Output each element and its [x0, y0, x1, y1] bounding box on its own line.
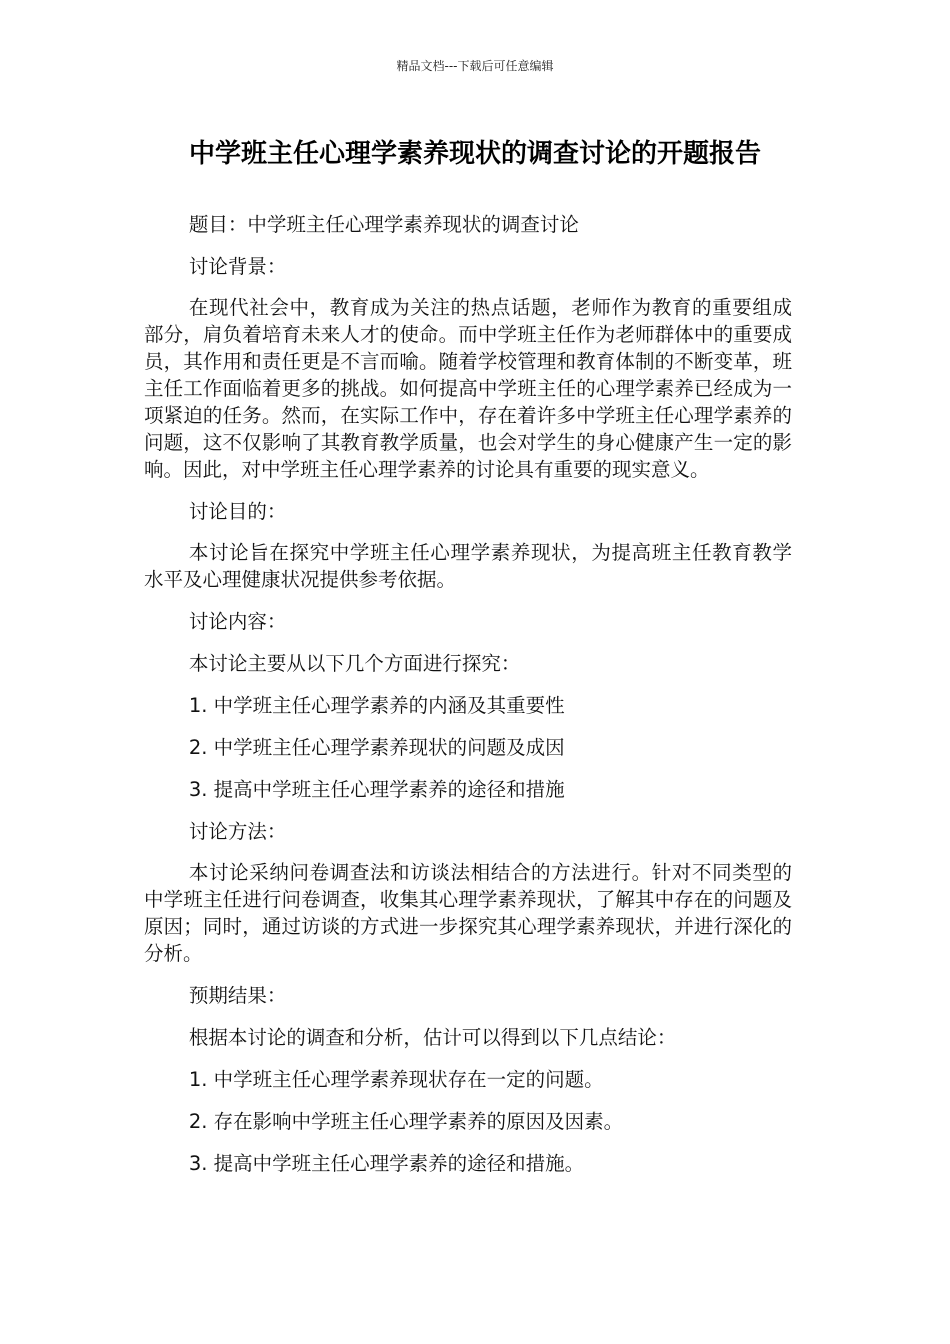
paragraph-topic: 题目：中学班主任心理学素养现状的调查讨论	[188, 213, 579, 236]
paragraph-content-intro: 本讨论主要从以下几个方面进行探究：	[188, 652, 521, 675]
heading-purpose: 讨论目的：	[188, 500, 287, 523]
paragraph-background: 在现代社会中，教育成为关注的热点话题，老师作为教育的重要组成部分，肩负着培育未来人才的使命。而中学班主任作为老师群体中的重要成员，其作用和责任更是不言而喻。随着学校管理和教育体制的不断变革，班主任工作面临着更多的挑战。如何提高中学班主任的心理学素养已经成为一项紧迫的任务。然而，在实际工作中，存在着许多中学班主任心理学素养的问题，这不仅影响了其教育教学质量，也会对学生的身心健康产生一定的影响。因此，对中学班主任心理学素养的讨论具有重要的现实意义。	[144, 296, 792, 481]
heading-results: 预期结果：	[188, 984, 287, 1007]
heading-background: 讨论背景：	[188, 255, 287, 278]
heading-method: 讨论方法：	[188, 820, 287, 843]
paragraph-method: 本讨论采纳问卷调查法和访谈法相结合的方法进行。针对不同类型的中学班主任进行问卷调查，收集其心理学素养现状，了解其中存在的问题及原因；同时，通过访谈的方式进一步探究其心理学素养现状，并进行深化的分析。	[144, 861, 792, 965]
paragraph-results-intro: 根据本讨论的调查和分析，估计可以得到以下几点结论：	[188, 1026, 677, 1049]
list-item-result-3: 3. 提高中学班主任心理学素养的途径和措施。	[188, 1152, 585, 1175]
heading-content: 讨论内容：	[188, 610, 287, 633]
document-title: 中学班主任心理学素养现状的调查讨论的开题报告	[188, 139, 761, 169]
list-item-content-3: 3. 提高中学班主任心理学素养的途径和措施	[188, 778, 565, 801]
header-note: 精品文档---下载后可任意编辑	[396, 59, 554, 73]
list-item-result-1: 1. 中学班主任心理学素养现状存在一定的问题。	[188, 1068, 604, 1091]
paragraph-purpose: 本讨论旨在探究中学班主任心理学素养现状，为提高班主任教育教学水平及心理健康状况提供参考依据。	[144, 541, 792, 591]
list-item-result-2: 2. 存在影响中学班主任心理学素养的原因及因素。	[188, 1110, 624, 1133]
list-item-content-2: 2. 中学班主任心理学素养现状的问题及成因	[188, 736, 565, 759]
list-item-content-1: 1. 中学班主任心理学素养的内涵及其重要性	[188, 694, 565, 717]
document-body	[144, 210, 792, 1191]
